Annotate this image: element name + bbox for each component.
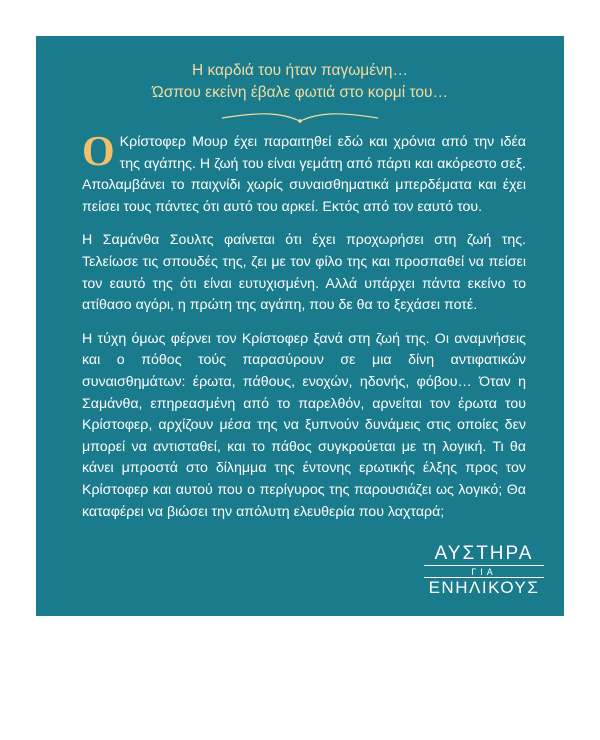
blurb-paragraph-1-text: Κρίστοφερ Μουρ έχει παραιτηθεί εδώ και χρόνια από την ιδέα της αγάπης. Η ζωή του είναι γεμάτη από πάρτι και ακόρεστο σεξ. Απολαμβάνει το παιχνίδι χωρίς συναισθηματικά μπερδέματα και έχει πείσει τους πάντες ότι αυτό του αρκεί. Εκτός από τον εαυτό του.	[82, 134, 526, 215]
tagline-line-2: Ώσπου εκείνη έβαλε φωτιά στο κορμί του…	[152, 84, 448, 101]
blurb	[82, 129, 526, 535]
back-cover	[36, 36, 564, 616]
tagline-line-1: Η καρδιά του ήταν παγωμένη…	[191, 62, 409, 79]
blurb-paragraph-1	[82, 129, 526, 218]
ornament-divider	[220, 112, 380, 124]
adults-only-badge	[424, 544, 544, 596]
badge-line-1: ΑΥΣΤΗΡΑ	[424, 544, 544, 566]
drop-cap: Ο	[82, 129, 115, 175]
blurb-paragraph-2: Η Σαμάνθα Σουλτς φαίνεται ότι έχει προχωρήσει στη ζωή της. Τελείωσε τις σπουδές της, ζει με τον φίλο της και προσπαθεί να πείσει τον εαυτό της ότι είναι ευτυχισμένη. Αλλά υπάρχει πάντα εκείνο το ατίθασο αγόρι, η πρώτη της αγάπη, που δε θα το ξεχάσει ποτέ.	[82, 232, 526, 314]
tagline	[36, 60, 564, 104]
badge-line-3: ΕΝΗΛΙΚΟΥΣ	[424, 577, 544, 596]
badge-line-2: ΓΙΑ	[471, 567, 497, 577]
blurb-paragraph-3: Η τύχη όμως φέρνει τον Κρίστοφερ ξανά στη ζωή της. Οι αναμνήσεις και ο πόθος τούς παρασύρουν σε μια δίνη αντιφατικών συναισθημάτων: έρωτα, πάθους, ενοχών, ηδονής, φόβου… Όταν η Σαμάνθα, επηρεασμένη από το παρελθόν, αρνείται τον έρωτα του Κρίστοφερ, αρχίζουν μέσα της να ξυπνούν δυνάμεις στις οποίες δεν μπορεί να αντισταθεί, και το πάθος συγκρούεται με τη λογική. Τι θα κάνει μπροστά στο δίλημμα της έντονης ερωτικής έλξης προς τον Κρίστοφερ και αυτού που ο περίγυρος της παρουσιάζει ως λογικό; Θα καταφέρει να βιώσει την απόλυτη ελευθερία που λαχταρά;	[82, 330, 526, 520]
